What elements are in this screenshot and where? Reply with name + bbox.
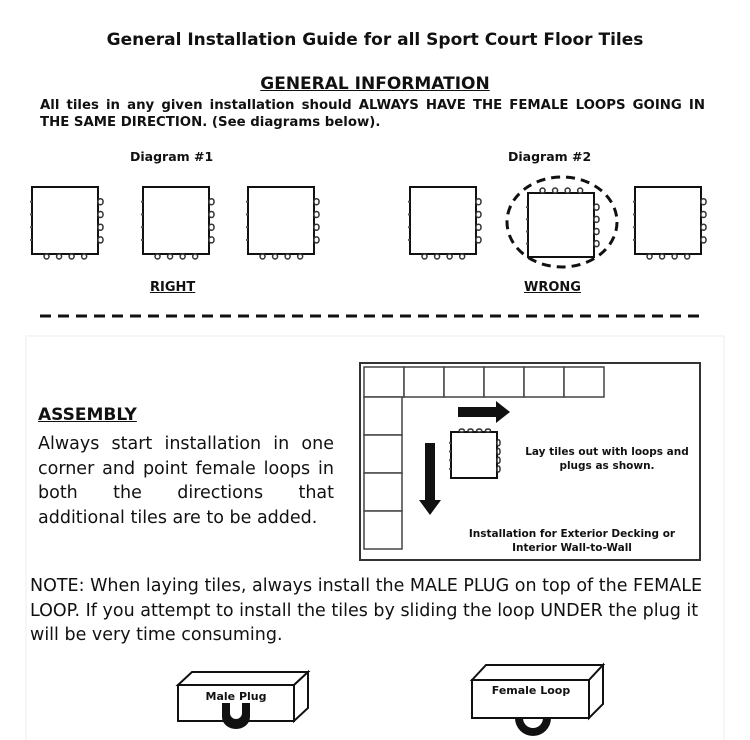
floor-tile: [141, 187, 214, 259]
female-loop-label: Female Loop: [491, 684, 571, 697]
right-label: RIGHT: [150, 280, 196, 295]
note-text: NOTE: When laying tiles, always install the MALE PLUG on top of the FEMALE LOOP. If you attempt to install the tiles by sliding the loop UNDER the plug it will be very time consuming.: [30, 576, 703, 645]
grid-tile: [404, 367, 444, 397]
floor-tile: [246, 187, 319, 259]
floor-tile: [408, 187, 481, 259]
diagram-2-label: Diagram #2: [508, 149, 592, 164]
grid-tile: [364, 435, 402, 473]
grid-tile: [444, 367, 484, 397]
male-plug-label: Male Plug: [205, 690, 267, 703]
example-tile: [449, 429, 500, 478]
grid-tile: [524, 367, 564, 397]
assembly-diagram-caption: Lay tiles out with loops and plugs as shown.: [525, 446, 689, 472]
female-loop-illustration: [472, 665, 603, 736]
assembly-text: Always start installation in one corner and point female loops in both the directions that additional tiles are to be added.: [38, 434, 334, 528]
wrong-label: WRONG: [524, 280, 581, 295]
grid-tile: [364, 473, 402, 511]
grid-tile: [364, 511, 402, 549]
floor-tile: [633, 187, 706, 259]
floor-tile: [30, 187, 103, 259]
grid-tile: [484, 367, 524, 397]
assembly-heading: ASSEMBLY: [38, 405, 137, 425]
floor-tile-wrong-orientation: [526, 188, 599, 257]
general-information-text: All tiles in any given installation should ALWAYS HAVE THE FEMALE LOOPS GOING IN THE SAME DIRECTION. (See diagrams below).: [40, 98, 705, 130]
general-information-heading: GENERAL INFORMATION: [260, 74, 490, 94]
grid-tile: [564, 367, 604, 397]
diagram-1-label: Diagram #1: [130, 149, 214, 164]
page-title: General Installation Guide for all Sport Court Floor Tiles: [106, 30, 644, 50]
grid-tile: [364, 367, 404, 397]
grid-tile: [364, 397, 402, 435]
assembly-diagram-footer: Installation for Exterior Decking or Interior Wall-to-Wall: [468, 528, 676, 554]
